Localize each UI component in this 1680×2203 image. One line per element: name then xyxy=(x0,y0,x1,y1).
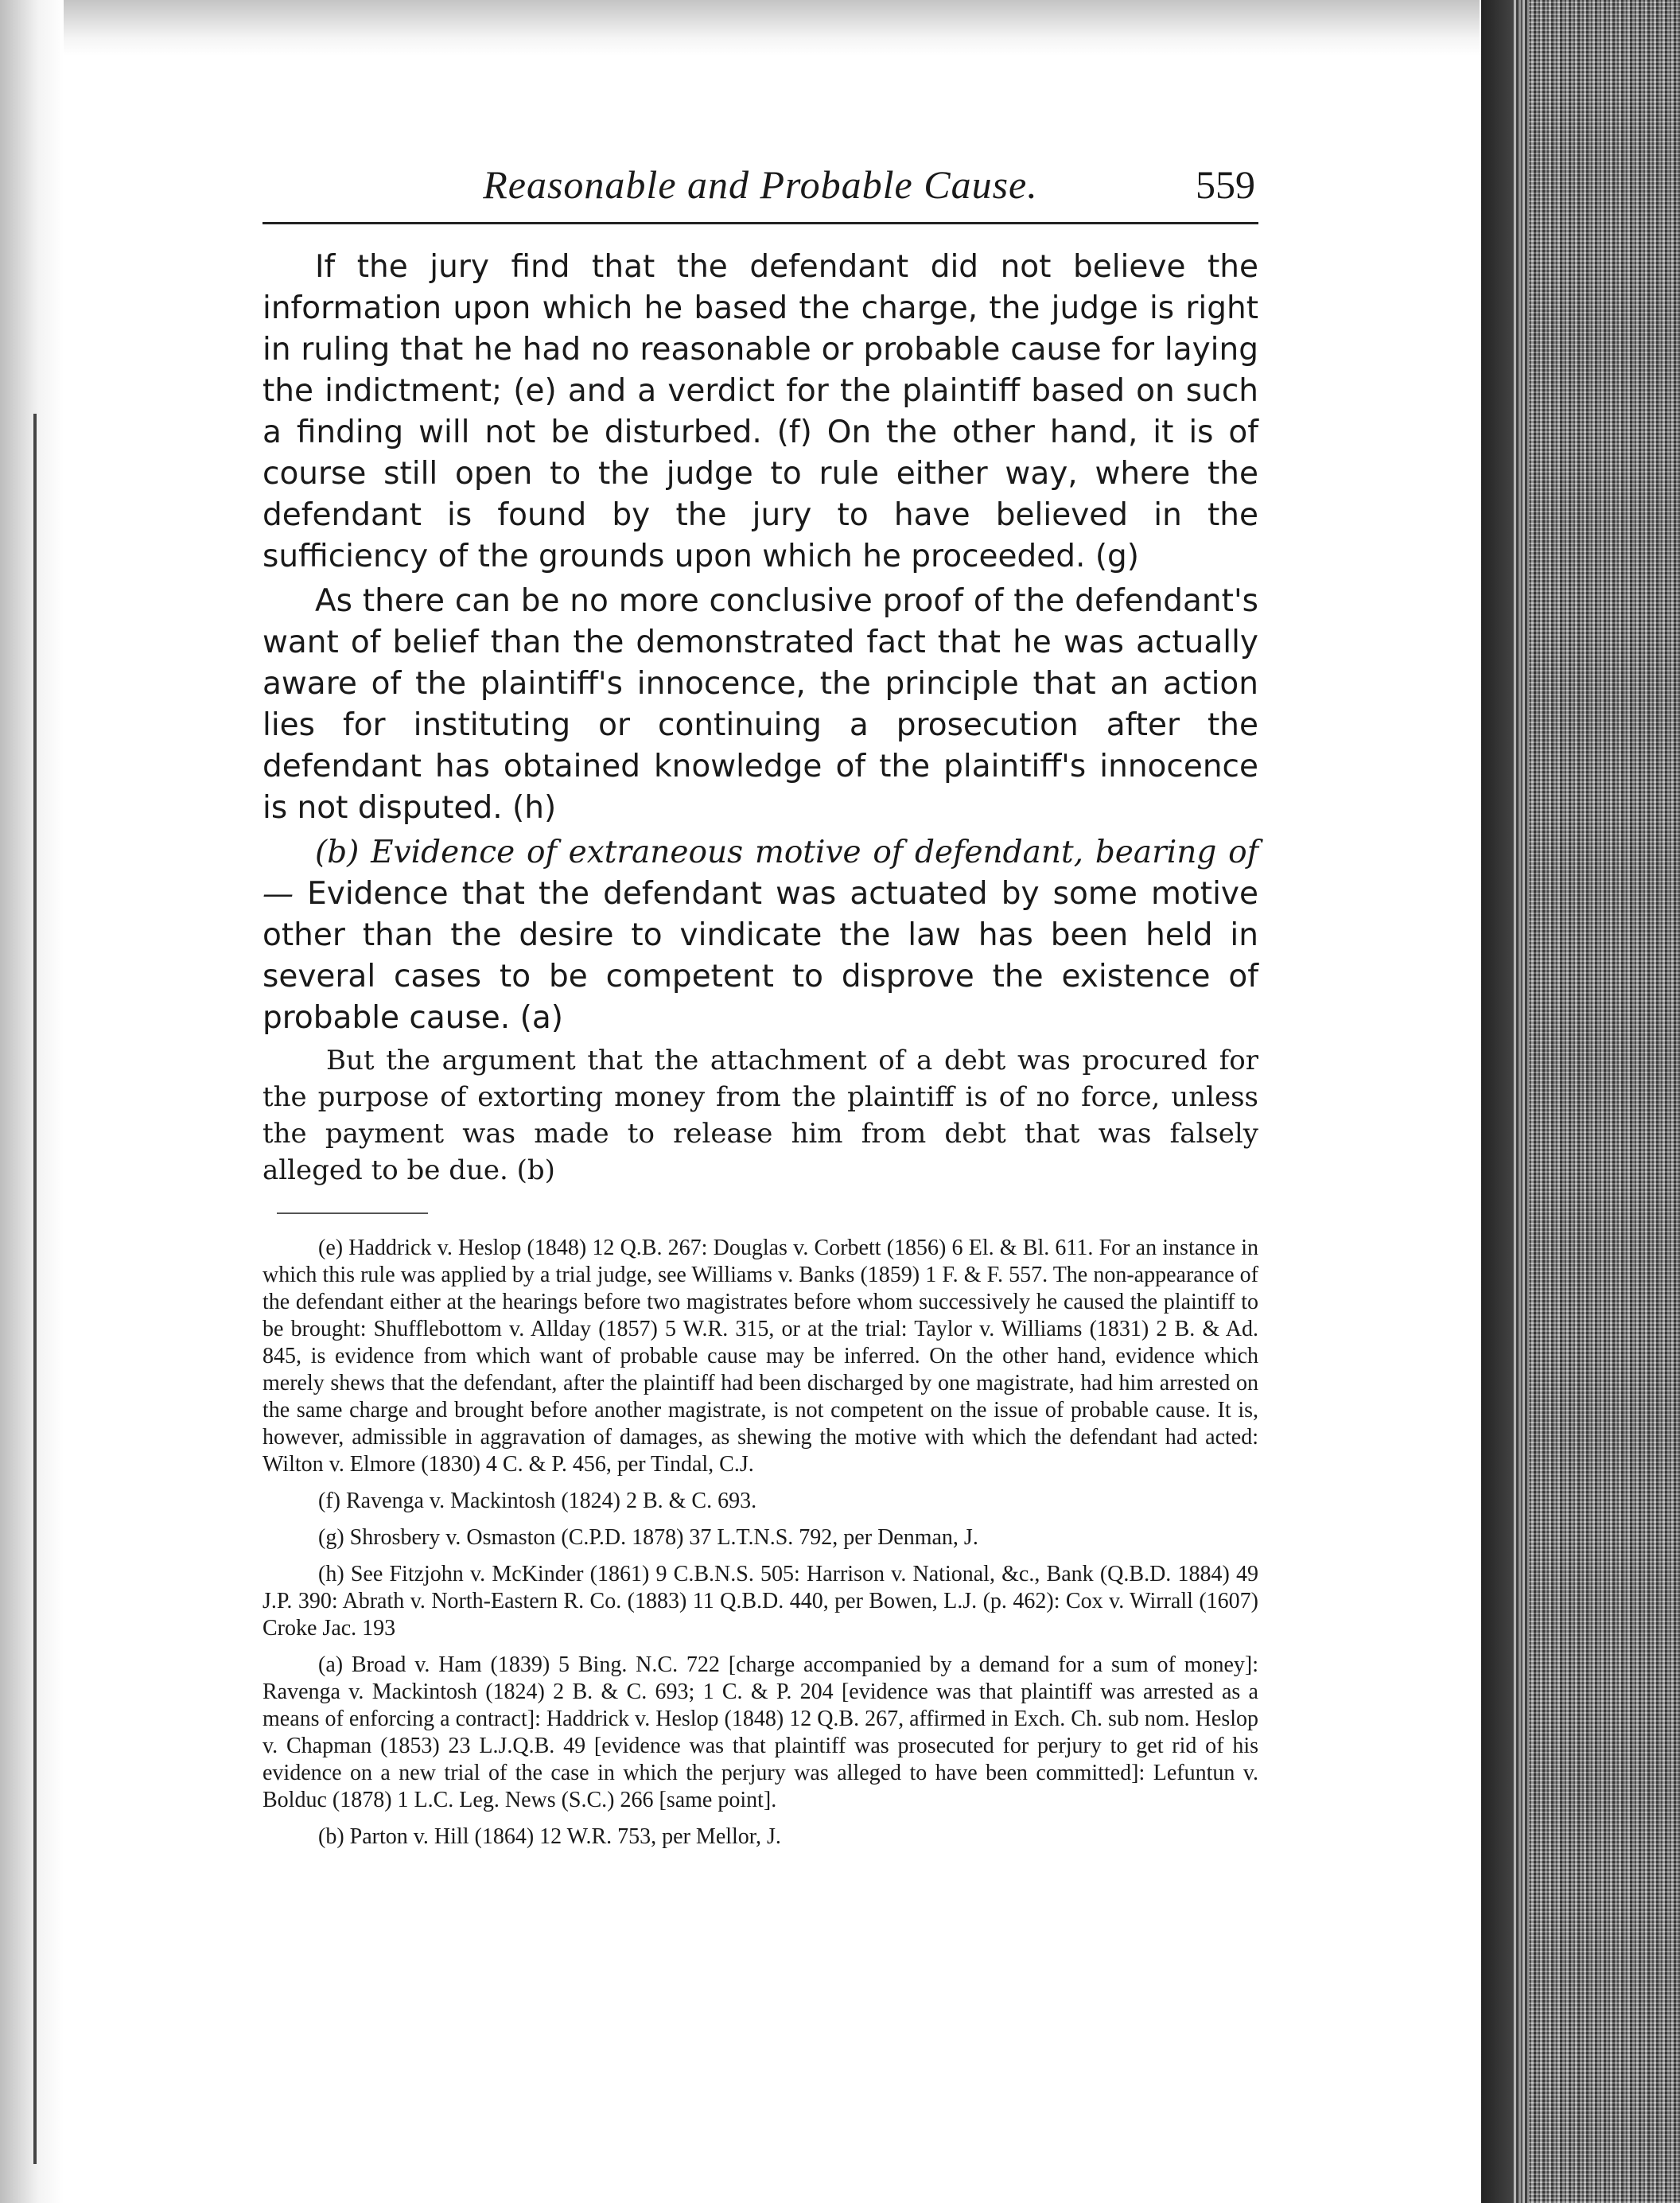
scan-left-shadow xyxy=(0,0,64,2203)
footnote-a: (a) Broad v. Ham (1839) 5 Bing. N.C. 722 [charge accompanied by a demand for a sum of money]: Ravenga v. Mackintosh (1824) 2 B. & C. 693; 1 C. & P. 204 [evidence was that plaintiff was arrested as a means of enforcing a contract]: Haddrick v. Heslop (1848) 12 Q.B. 267, affirmed in Exch. Ch. sub nom. Heslop v. Chapman (1853) 23 L.J.Q.B. 49 [evidence was that plaintiff was prosecuted for perjury to get rid of his evidence on a new trial of the case in which the perjury was alleged to have been committed]: Lefuntun v. Bolduc (1878) 1 L.C. Leg. News (S.C.) 266 [same point]. xyxy=(262,1652,1258,1812)
footnote-e: (e) Haddrick v. Heslop (1848) 12 Q.B. 267: Douglas v. Corbett (1856) 6 El. & Bl. 611. For an instance in which this rule was applied by a trial judge, see Williams v. Banks (1859) 1 F. & F. 557. The non-appearance of the defendant either at the hearings before two magistrates before whom successively he caused the plaintiff to be brought: Shufflebottom v. Allday (1857) 5 W.R. 315, or at the trial: Taylor v. Williams (1831) 2 B. & Ad. 845, is evidence from which want of probable cause may be inferred. On the other hand, evidence which merely shews that the defendant, after the plaintiff had been discharged by one magistrate, had him arrested on the same charge and brought before another magistrate, is not competent on the issue of probable cause. It is, however, admissible in aggravation of damages, as shewing the motive with which the defendant had acted: Wilton v. Elmore (1830) 4 C. & P. 456, per Tindal, C.J. xyxy=(262,1236,1258,1477)
footnote-b: (b) Parton v. Hill (1864) 12 W.R. 753, per Mellor, J. xyxy=(318,1824,781,1849)
paragraph-2: As there can be no more conclusive proof of the defendant's want of belief than the demonstrated fact that he was actually aware of the plaintiff's innocence, the principle that an action lies for instituting or continuing a prosecution after the defendant has obtained knowledge of the plaintiff's innocence is not disputed. (h) xyxy=(262,583,1258,826)
footnote-divider xyxy=(277,1212,428,1214)
running-title: Reasonable and Probable Cause. xyxy=(483,162,1038,207)
footnote-h: (h) See Fitzjohn v. McKinder (1861) 9 C.B.N.S. 505: Harrison v. National, &c., Bank (Q.B.D. 1884) 49 J.P. 390: Abrath v. North-Eastern R. Co. (1883) 11 Q.B.D. 440, per Bowen, L.J. (p. 462): Cox v. Wirrall (1607) Croke Jac. 193 xyxy=(262,1562,1258,1641)
paragraph-1: If the jury find that the defendant did not believe the information upon which he based the charge, the judge is right in ruling that he had no reasonable or probable cause for laying the indictment; (e) and a verdict for the plaintiff based on such a finding will not be disturbed. (f) On the other hand, it is of course still open to the judge to rule either way, where the defendant is found by the jury to have believed in the sufficiency of the grounds upon which he proceeded. (g) xyxy=(262,249,1258,574)
paragraph-4: But the argument that the attachment of a debt was procured for the purpose of extorting money from the plaintiff is of no force, unless the payment was made to release him from debt that was falsely alleged to be due. (b) xyxy=(262,1045,1258,1186)
footnotes xyxy=(262,1235,1258,1851)
paragraph-3 xyxy=(262,832,1258,1039)
footnote-f: (f) Ravenga v. Mackintosh (1824) 2 B. & C. 693. xyxy=(318,1489,757,1513)
scan-top-shadow xyxy=(0,0,1480,56)
page-content xyxy=(262,155,1258,1860)
paragraph-3-text: Evidence that the defendant was actuated by some motive other than the desire to vindicate the law has been held in several cases to be competent to disprove the existence of probable cause. (a) xyxy=(262,876,1259,1036)
running-head xyxy=(262,155,1258,224)
body-text xyxy=(262,247,1258,1189)
section-subhead: (b) Evidence of extraneous motive of defendant, bearing of— xyxy=(262,835,1258,912)
page-number: 559 xyxy=(1196,162,1255,207)
footnote-g: (g) Shrosbery v. Osmaston (C.P.D. 1878) 37 L.T.N.S. 792, per Denman, J. xyxy=(318,1525,978,1550)
book-page-edges xyxy=(1481,0,1680,2203)
scan-left-edge-line xyxy=(33,414,37,2164)
